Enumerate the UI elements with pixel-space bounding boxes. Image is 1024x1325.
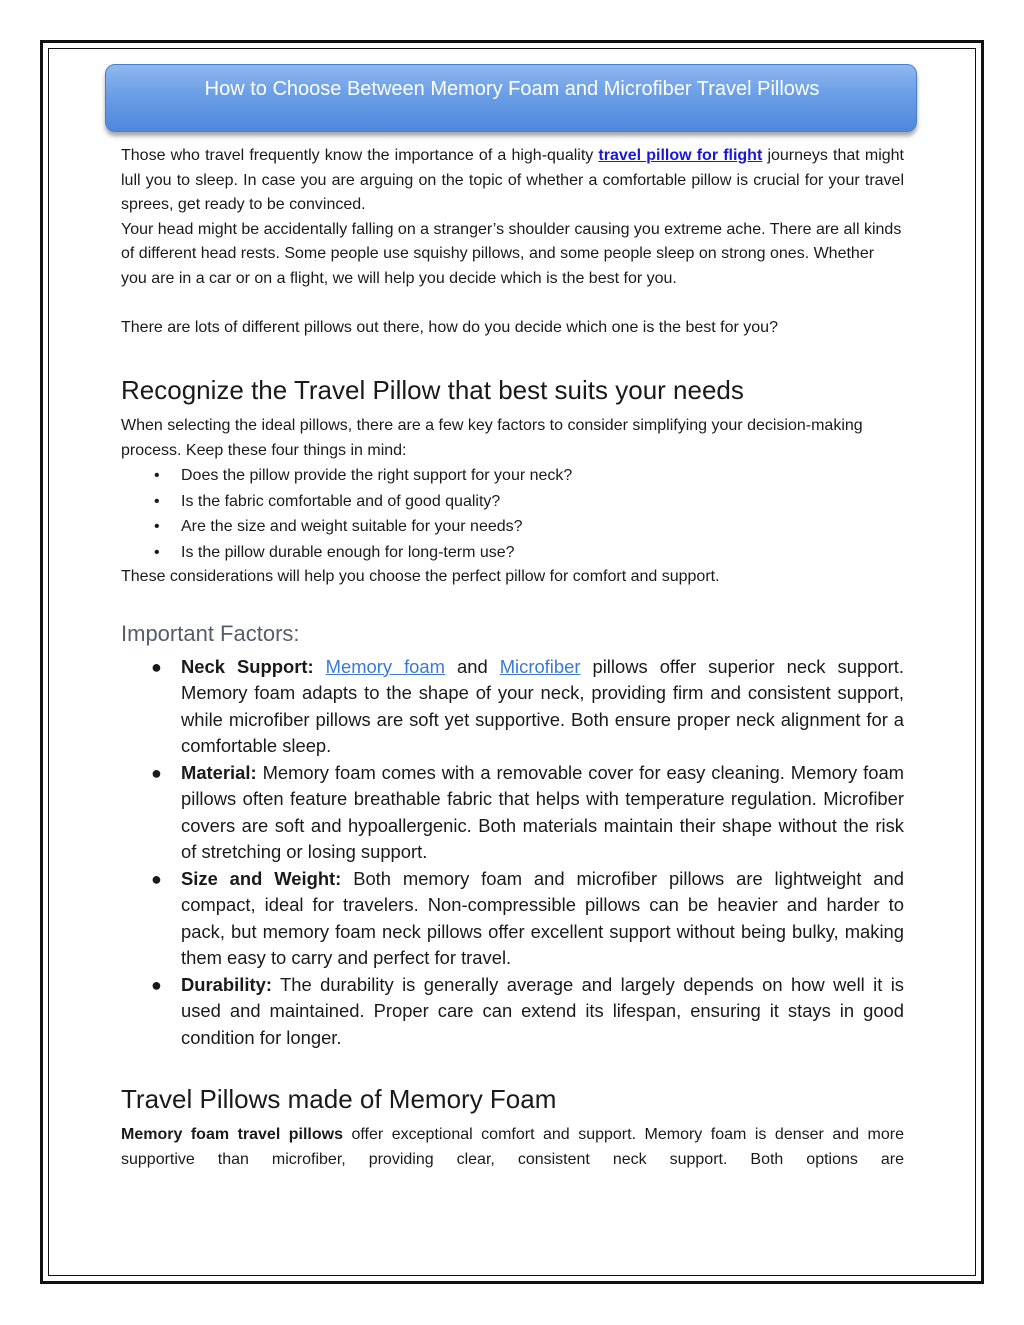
bullet-icon: • [154,467,160,484]
intro-text-end: journeys that might lull you to sleep. In case you are arguing on the topic of whether a comfortable pillow is crucial for your travel sprees, get ready to be convinced. [121,147,905,213]
bullet-icon: • [154,518,160,535]
factor-text: Both memory foam and microfiber pillows are lightweight and compact, ideal for travelers. Non-compressible pillows can be heavier and harder to pack, but memory foam neck pillows offer excellent support without being bulky, making them easy to carry and perfect for travel. [181,867,904,968]
section-heading-memory-foam: Travel Pillows made of Memory Foam [121,1084,557,1114]
bullet-icon: ● [151,762,162,783]
microfiber-link[interactable]: Microfiber [499,655,581,677]
factor-label: Neck Support: [181,655,314,677]
list-item-text: Does the pillow provide the right support for your neck? [181,467,573,484]
intro-text-start: Those who travel frequently know the importance of a high-quality [121,147,594,164]
factor-text: pillows offer superior neck support. Memory foam adapts to the shape of your neck, providing firm and consistent support, while microfiber pillows are soft yet supportive. Both ensure proper neck alignment for a comfortable sleep. [181,655,904,756]
factors-list [121,654,904,1052]
spacer [121,291,904,316]
factor-text: and [457,655,488,677]
list-item [121,514,904,540]
factor-text: Memory foam comes with a removable cover for easy cleaning. Memory foam pillows often feature breathable fabric that helps with temperature regulation. Microfiber covers are soft and hypoallergenic. Both materials maintain their shape without the risk of stretching or losing support. [181,761,904,862]
spacer [121,340,904,374]
section1-outro: These considerations will help you choose the perfect pillow for comfort and support. [121,568,720,585]
factor-label: Size and Weight: [181,867,342,889]
bullet-icon: ● [151,868,162,889]
intro-paragraph-3: There are lots of different pillows out there, how do you decide which one is the best for you? [121,318,778,336]
section1-intro: When selecting the ideal pillows, there are a few key factors to consider simplifying your decision-making process. Keep these four things in mind: [121,417,863,459]
list-item [121,489,904,515]
factor-size-weight [121,866,904,972]
spacer [121,406,904,414]
factor-neck-support [121,654,904,760]
memory-foam-paragraph [121,1123,904,1172]
factor-text: The durability is generally average and largely depends on how well it is used and maintained. Proper care can extend its lifespan, ensuring it stays in good condition for longer. [181,973,905,1048]
memory-foam-lead: Memory foam travel pillows [121,1126,343,1143]
page-title: How to Choose Between Memory Foam and Microfiber Travel Pillows [204,78,820,100]
list-item [121,463,904,489]
intro-paragraph-2: Your head might be accidentally falling on a stranger’s shoulder causing you extreme ache. There are all kinds of different head rests. Some people use squishy pillows, and some people sleep on strong ones. Whether you are in a car or on a flight, we will help you decide which is the best for you. [121,220,902,287]
spacer [121,590,904,620]
factor-durability [121,972,904,1052]
document-body [121,144,904,1172]
section-heading-recognize: Recognize the Travel Pillow that best suits your needs [121,375,744,405]
bullet-icon: • [154,492,160,510]
travel-pillow-link[interactable]: travel pillow for flight [598,147,763,164]
bullet-icon: ● [151,974,162,995]
list-item-text: Is the fabric comfortable and of good quality? [181,492,501,510]
factor-material [121,760,904,866]
list-item [121,540,904,566]
spacer [121,1051,904,1083]
memory-foam-text: offer exceptional comfort and support. Memory foam is denser and more supportive than microfiber, providing clear, consistent neck support. Both options are [121,1126,904,1168]
factors-heading: Important Factors: [121,620,300,646]
factor-label: Material: [181,761,257,783]
list-item-text: Is the pillow durable enough for long-term use? [181,543,515,561]
bullet-icon: • [154,543,160,561]
bullet-icon: ● [151,656,162,677]
spacer [121,1115,904,1123]
factor-label: Durability: [181,973,272,995]
intro-paragraph-1 [121,144,904,218]
list-item-text: Are the size and weight suitable for your needs? [181,518,523,535]
memory-foam-link[interactable]: Memory foam [325,655,445,677]
considerations-list [121,463,904,565]
